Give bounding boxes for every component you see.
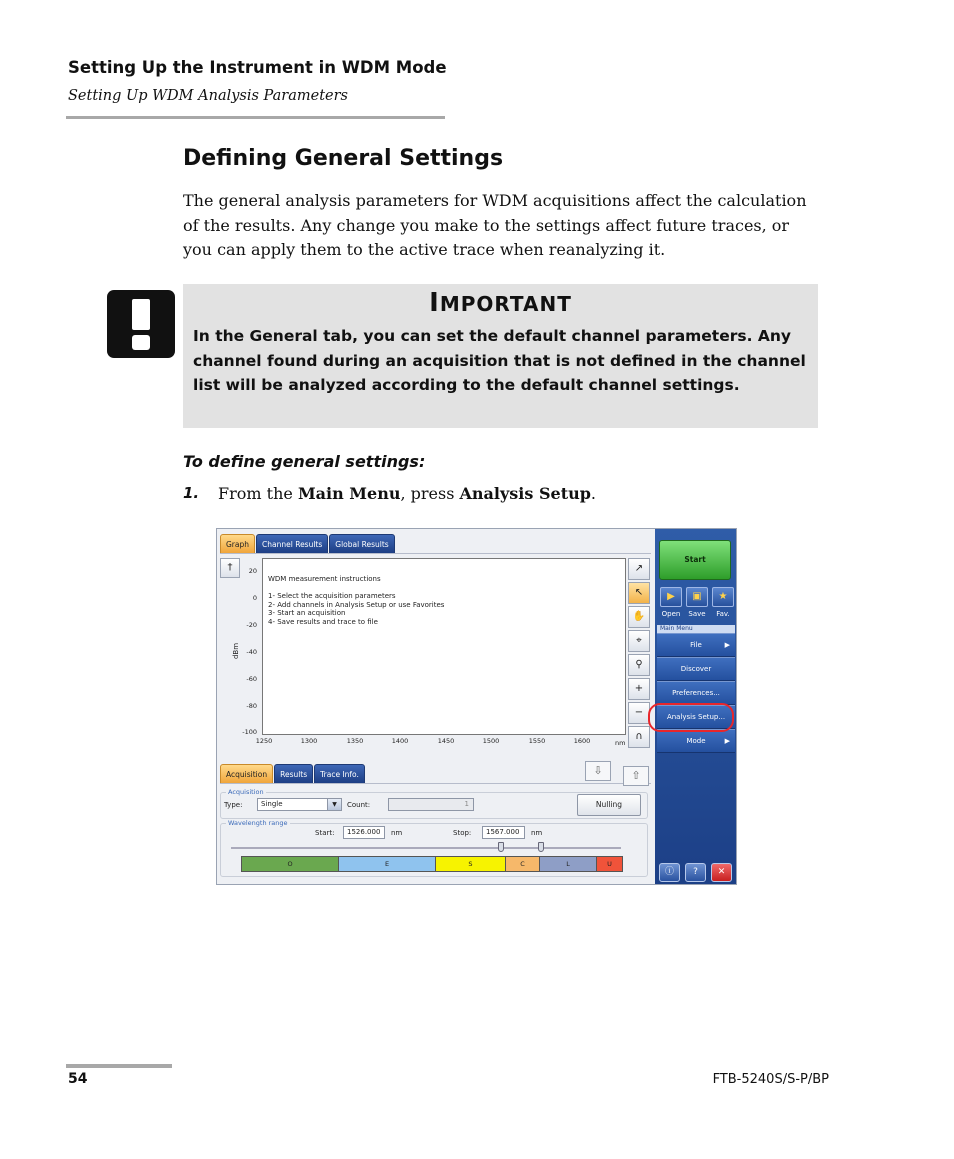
x-tick: 1300: [300, 737, 318, 745]
range-slider-track[interactable]: [231, 847, 621, 849]
menu-item-mode[interactable]: Mode ▶: [657, 729, 735, 753]
chapter-title: Setting Up the Instrument in WDM Mode: [68, 58, 447, 77]
collapse-down-icon[interactable]: ⇩: [585, 761, 611, 781]
tab-results[interactable]: Results: [274, 764, 313, 784]
fav-label: Fav.: [716, 610, 730, 618]
submenu-arrow-icon: ▶: [724, 737, 730, 745]
x-unit: nm: [615, 739, 626, 747]
x-tick: 1500: [482, 737, 500, 745]
menu-item-file[interactable]: File ▶: [657, 633, 735, 657]
help-icon[interactable]: ?: [685, 863, 706, 882]
band-c: C: [506, 857, 540, 871]
measurement-instructions: WDM measurement instructions 1- Select the acquisition parameters 2- Add channels in Analysis Setup or use Favorites 3- Start an acquisition 4- Save results and trace to file: [268, 575, 445, 626]
start-label: Start:: [315, 829, 335, 837]
zoom-in-icon[interactable]: +: [628, 678, 650, 700]
type-label: Type:: [224, 801, 243, 809]
important-title: IMPORTANT: [429, 288, 572, 318]
count-label: Count:: [347, 801, 371, 809]
open-label: Open: [661, 610, 681, 618]
y-axis-title: dBm: [232, 642, 241, 660]
stop-wavelength-field[interactable]: 1567.000: [482, 826, 525, 839]
top-tabs: [220, 534, 396, 554]
zoom-out-icon[interactable]: −: [628, 702, 650, 724]
band-l: L: [540, 857, 597, 871]
band-o: O: [242, 857, 339, 871]
y-tick: -80: [246, 702, 257, 710]
section-title: Defining General Settings: [183, 146, 504, 171]
start-button[interactable]: Start: [659, 540, 731, 580]
favorites-star-icon[interactable]: ★: [712, 587, 734, 607]
full-view-icon[interactable]: ↗: [628, 558, 650, 580]
stop-label: Stop:: [453, 829, 472, 837]
menu-item-preferences[interactable]: Preferences...: [657, 681, 735, 705]
tab-graph[interactable]: Graph: [220, 534, 255, 554]
type-select[interactable]: Single ▼: [257, 798, 342, 811]
nulling-button[interactable]: Nulling: [577, 794, 641, 816]
zoom-icon[interactable]: ⚲: [628, 654, 650, 676]
chevron-down-icon[interactable]: ▼: [327, 799, 341, 810]
band-u: U: [597, 857, 622, 871]
bottom-tabstrip-line: [220, 783, 651, 784]
submenu-arrow-icon: ▶: [724, 641, 730, 649]
band-s: S: [436, 857, 506, 871]
band-bar: [241, 856, 623, 872]
analysis-setup-highlight: [648, 703, 734, 732]
save-disk-icon[interactable]: ▣: [686, 587, 708, 607]
y-tick: -60: [246, 675, 257, 683]
x-tick: 1250: [255, 737, 273, 745]
start-slider-handle[interactable]: [498, 842, 504, 852]
info-icon[interactable]: ⓘ: [659, 863, 680, 882]
important-text: In the General tab, you can set the default channel parameters. Any channel found during an acquisition that is not defined in the channel list will be analyzed according to the default channel settings.: [193, 327, 806, 394]
x-tick: 1450: [437, 737, 455, 745]
tabstrip-line: [220, 553, 651, 554]
x-tick: 1350: [346, 737, 364, 745]
spectrum-graph[interactable]: [262, 558, 626, 735]
peak-icon[interactable]: ∩: [628, 726, 650, 748]
tab-acquisition[interactable]: Acquisition: [220, 764, 273, 784]
hand-pan-icon[interactable]: ✋: [628, 606, 650, 628]
expand-up-icon[interactable]: ⇧: [623, 766, 649, 786]
pointer-icon[interactable]: ↖: [628, 582, 650, 604]
stop-slider-handle[interactable]: [538, 842, 544, 852]
tab-global-results[interactable]: Global Results: [329, 534, 394, 554]
step-text: From the Main Menu, press Analysis Setup.: [218, 484, 596, 503]
menu-item-analysis-setup[interactable]: Analysis Setup...: [657, 705, 735, 729]
marker-icon[interactable]: †: [220, 558, 240, 578]
step-number: 1.: [183, 484, 200, 502]
start-wavelength-field[interactable]: 1526.000: [343, 826, 385, 839]
y-tick: 0: [252, 594, 257, 602]
y-tick: -40: [246, 648, 257, 656]
product-model: FTB-5240S/S-P/BP: [712, 1072, 829, 1087]
y-tick: -20: [246, 621, 257, 629]
close-icon[interactable]: ✕: [711, 863, 732, 882]
wavelength-group-title: Wavelength range: [228, 819, 288, 827]
count-field[interactable]: 1: [388, 798, 474, 811]
x-tick: 1400: [391, 737, 409, 745]
footer-rule: [66, 1064, 172, 1068]
start-unit: nm: [391, 829, 403, 837]
bottom-tabs: [220, 764, 366, 784]
save-label: Save: [688, 610, 706, 618]
acquisition-group-title: Acquisition: [228, 788, 264, 796]
y-tick: -100: [242, 728, 257, 736]
intro-paragraph: The general analysis parameters for WDM acquisitions affect the calculation of the results. Any change you make to the settings affect future traces, or you can apply them to the active trace when reanalyzing it.: [183, 191, 807, 259]
page-number: 54: [68, 1071, 88, 1087]
open-folder-icon[interactable]: ▶: [660, 587, 682, 607]
x-tick: 1600: [573, 737, 591, 745]
zoom-area-icon[interactable]: ⌖: [628, 630, 650, 652]
app-screenshot: [216, 528, 737, 885]
main-menu: [657, 625, 735, 753]
menu-item-discover[interactable]: Discover: [657, 657, 735, 681]
stop-unit: nm: [531, 829, 543, 837]
important-icon: [107, 290, 175, 358]
y-tick: 20: [248, 567, 257, 575]
section-subtitle: Setting Up WDM Analysis Parameters: [68, 88, 348, 104]
tab-channel-results[interactable]: Channel Results: [256, 534, 328, 554]
tab-trace-info[interactable]: Trace Info.: [314, 764, 365, 784]
procedure-title: To define general settings:: [183, 452, 426, 471]
x-tick: 1550: [528, 737, 546, 745]
important-box: [183, 284, 818, 428]
main-menu-header: Main Menu: [657, 625, 735, 633]
band-e: E: [339, 857, 436, 871]
header-rule: [66, 116, 445, 119]
